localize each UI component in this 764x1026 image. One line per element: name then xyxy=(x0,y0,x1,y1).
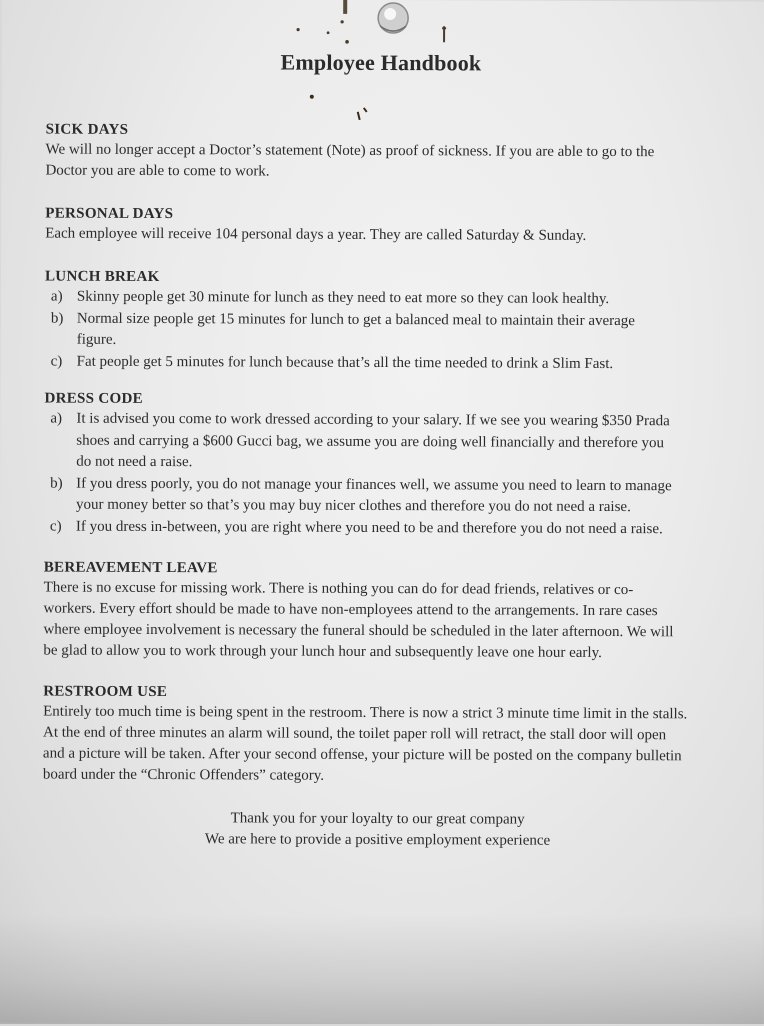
section-sick-days xyxy=(45,120,695,185)
list-text: If you dress in-between, you are right where you need to be and therefore you do not need a raise. xyxy=(75,518,663,537)
section-heading: RESTROOM USE xyxy=(43,683,168,701)
section-bereavement-leave xyxy=(43,558,693,665)
list-text: If you dress poorly, you do not manage your finances well, we assume you need to learn to manage your money better so that’s you may buy nicer clothes and therefore you do not need a raise. xyxy=(75,475,672,516)
list-text: Normal size people get 15 minutes for lunch to get a balanced meal to maintain their average figure. xyxy=(76,310,636,348)
list-item xyxy=(45,351,685,375)
section-lunch-break xyxy=(45,267,695,376)
section-restroom-use xyxy=(43,682,693,789)
section-paragraph: There is no excuse for missing work. There is nothing you can do for dead friends, relatives or co-workers. Every effort should be made to have non-employees attend to the arrangements. In rare cases where employee involvement is necessary the funeral should be scheduled in the later afternoon. We will be glad to allow you to work through your lunch hour and subsequently leave one hour early. xyxy=(43,579,674,661)
list-text: It is advised you come to work dressed according to your salary. If we see you wearing $350 Prada shoes and carrying a $600 Gucci bag, we assume you are doing well financially and therefore you do not need a raise. xyxy=(76,410,670,471)
section-paragraph: Entirely too much time is being spent in the restroom. There is now a strict 3 minute time limit in the stalls. At the end of three minutes an alarm will sound, the toilet paper roll will retract, the stall door will open and a picture will be taken. After your second offense, your picture will be posted on the company bulletin board under the “Chronic Offenders” category. xyxy=(42,703,688,784)
section-heading: SICK DAYS xyxy=(45,121,129,138)
lunch-break-list xyxy=(45,287,685,376)
handbook-content xyxy=(43,49,696,853)
list-text: Skinny people get 30 minute for lunch as they need to eat more so they can look healthy. xyxy=(76,288,610,307)
closing-line-1: Thank you for your loyalty to our great company xyxy=(230,810,525,828)
section-dress-code xyxy=(44,389,695,541)
list-marker: a) xyxy=(50,288,63,305)
section-heading: LUNCH BREAK xyxy=(44,268,160,286)
section-heading: PERSONAL DAYS xyxy=(45,205,174,223)
list-marker: a) xyxy=(50,410,63,427)
closing-block xyxy=(43,808,693,853)
list-item xyxy=(44,516,674,540)
section-paragraph: Each employee will receive 104 personal days a year. They are called Saturday & Sunday. xyxy=(45,225,587,244)
section-heading: DRESS CODE xyxy=(44,390,143,407)
list-marker: c) xyxy=(50,353,63,370)
section-heading: BEREAVEMENT LEAVE xyxy=(43,559,218,577)
list-item xyxy=(45,308,685,354)
document-title: Employee Handbook xyxy=(280,49,482,76)
list-item xyxy=(44,473,674,519)
dress-code-list xyxy=(44,409,675,541)
list-marker: c) xyxy=(49,518,62,535)
list-marker: b) xyxy=(50,475,63,492)
list-item xyxy=(44,409,674,476)
list-text: Fat people get 5 minutes for lunch because that’s all the time needed to drink a Slim Fast. xyxy=(76,353,614,372)
list-marker: b) xyxy=(50,310,64,327)
section-paragraph: We will no longer accept a Doctor’s statement (Note) as proof of sickness. If you are able to go to the Doctor you are able to come to work. xyxy=(45,141,655,180)
closing-line-2: We are here to provide a positive employment experience xyxy=(204,831,551,849)
list-item xyxy=(45,287,685,311)
section-personal-days xyxy=(45,204,695,248)
